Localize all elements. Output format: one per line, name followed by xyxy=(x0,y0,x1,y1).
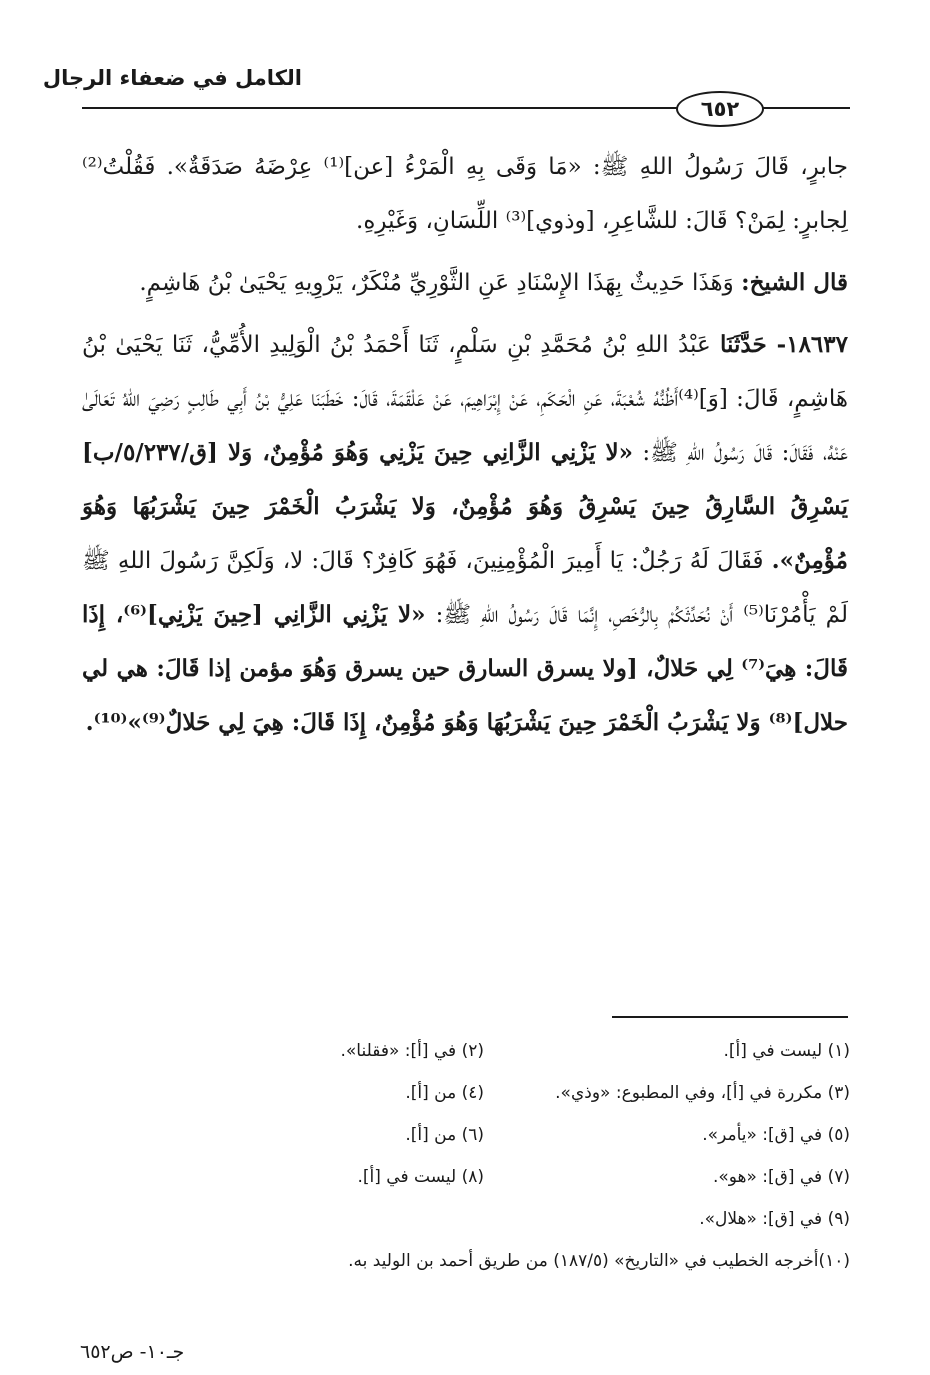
footnote-8: (٨) ليست في [أ]. xyxy=(357,1167,484,1187)
hadith-narration: فَقَالَ لَهُ رَجُلٌ: يَا أَمِيرَ الْمُؤْمِنِينَ، فَهُوَ كَافِرٌ؟ قَالَ: لا، وَلَكِنَّ رَسُولَ اللهِ ﷺ لَمْ يَأْمُرْنَا⁽⁵⁾ أَنْ نُحَدِّثَكُمْ بِالرُّخَصِ، إِنَّمَا قَالَ رَسُولُ اللهِ ﷺ: xyxy=(82,548,848,628)
footnote-6: (٦) من [أ]. xyxy=(405,1125,484,1145)
footnote-row xyxy=(82,1198,850,1240)
footnote-row xyxy=(82,1072,850,1114)
hadith-quote-1: «لا يَزْنِي الزَّانِي حِينَ يَزْنِي وَهُوَ مُؤْمِنٌ، وَلا [ق/٥/٢٣٧/ب] يَسْرِقُ السَّارِقُ حِينَ يَسْرِقُ وَهُوَ مُؤْمِنٌ، وَلا يَشْرَبُ الْخَمْرَ حِينَ يَشْرَبُهَا وَهُوَ مُؤْمِنٌ». xyxy=(82,439,848,574)
paragraph-1: جابرٍ، قَالَ رَسُولُ اللهِ ﷺ: «مَا وَقَى بِهِ الْمَرْءُ [عن]⁽¹⁾ عِرْضَهُ صَدَقَةٌ». فَقُلْتُ⁽²⁾ لِجابرٍ: لِمَنْ؟ قَالَ: للشَّاعِرِ، [وذوي]⁽³⁾ اللِّسَانِ، وَغَيْرِهِ. xyxy=(82,154,848,234)
footnotes xyxy=(82,1030,850,1282)
footnote-5: (٥) في [ق]: «يأمر». xyxy=(702,1125,850,1145)
footnote-4: (٤) من [أ]. xyxy=(405,1083,484,1103)
footnote-10: (١٠)أخرجه الخطيب في «التاريخ» (١٨٧/٥) من طريق أحمد بن الوليد به. xyxy=(348,1251,850,1271)
hadith-quote-2: «لا يَزْنِي الزَّانِي [حِينَ يَزْنِي]⁽⁶⁾، إِذَا قَالَ: هِيَ⁽⁷⁾ لِي حَلالٌ، [ولا يسرق السارق حين يسرق وَهُوَ مؤمن إذا قَالَ: هي لي حلال]⁽⁸⁾ وَلا يَشْرَبُ الْخَمْرَ حِينَ يَشْرَبُهَا وَهُوَ مُؤْمِنٌ، إِذَا قَالَ: هِيَ لِي حَلالٌ⁽⁹⁾»⁽¹⁰⁾. xyxy=(82,601,848,736)
hadith-number: ١٨٦٣٧- حَدَّثَنَا xyxy=(720,331,848,358)
footnote-7: (٧) في [ق]: «هو». xyxy=(712,1167,850,1187)
sheikh-label: قال الشيخ: xyxy=(741,269,848,296)
main-text xyxy=(82,140,848,750)
footnote-row xyxy=(82,1114,850,1156)
page-number: ٦٥٢ xyxy=(676,91,764,127)
paragraph-2-text: وَهَذَا حَدِيثٌ بِهَذَا الإِسْنَادِ عَنِ الثَّوْرِيِّ مُنْكَرٌ، يَرْوِيهِ يَحْيَىٰ بْنُ هَاشِمٍ. xyxy=(139,270,742,296)
footnote-row xyxy=(82,1030,850,1072)
paragraph-2 xyxy=(82,256,848,310)
footnote-2: (٢) في [أ]: «فقلنا». xyxy=(340,1041,484,1061)
paragraph-3 xyxy=(82,318,848,750)
running-title: الكامل في ضعفاء الرجال xyxy=(42,66,302,90)
footnote-row xyxy=(82,1156,850,1198)
footnote-9: (٩) في [ق]: «هلال». xyxy=(699,1209,850,1229)
hadith-chain: عَبْدُ اللهِ بْنُ مُحَمَّدِ بْنِ سَلْمٍ، ثَنَا أَحْمَدُ بْنُ الْوَلِيدِ الأُمِّيُّ، ثَنَا يَحْيَىٰ بْنُ هَاشِمٍ، قَالَ: [وَ]⁽⁴⁾أَظُنُّهُ شُعْبَةَ، عَنِ الْحَكَمِ، عَنْ إِبْرَاهِيمَ، عَنْ عَلْقَمَةَ، قَالَ: خَطَبَنَا عَلِيُّ بْنُ أَبِي طَالِبٍ رَضِيَ اللهُ تَعَالَىٰ عَنْهُ، فَقَالَ: قَالَ رَسُولُ اللهِ ﷺ: xyxy=(82,332,848,466)
footnote-3: (٣) مكررة في [أ]، وفي المطبوع: «وذي». xyxy=(555,1083,850,1103)
footnote-1: (١) ليست في [أ]. xyxy=(723,1041,850,1061)
footnote-row xyxy=(82,1240,850,1282)
volume-page-code: جـ١٠- ص٦٥٢ xyxy=(80,1341,185,1363)
footnote-rule xyxy=(612,1016,848,1018)
